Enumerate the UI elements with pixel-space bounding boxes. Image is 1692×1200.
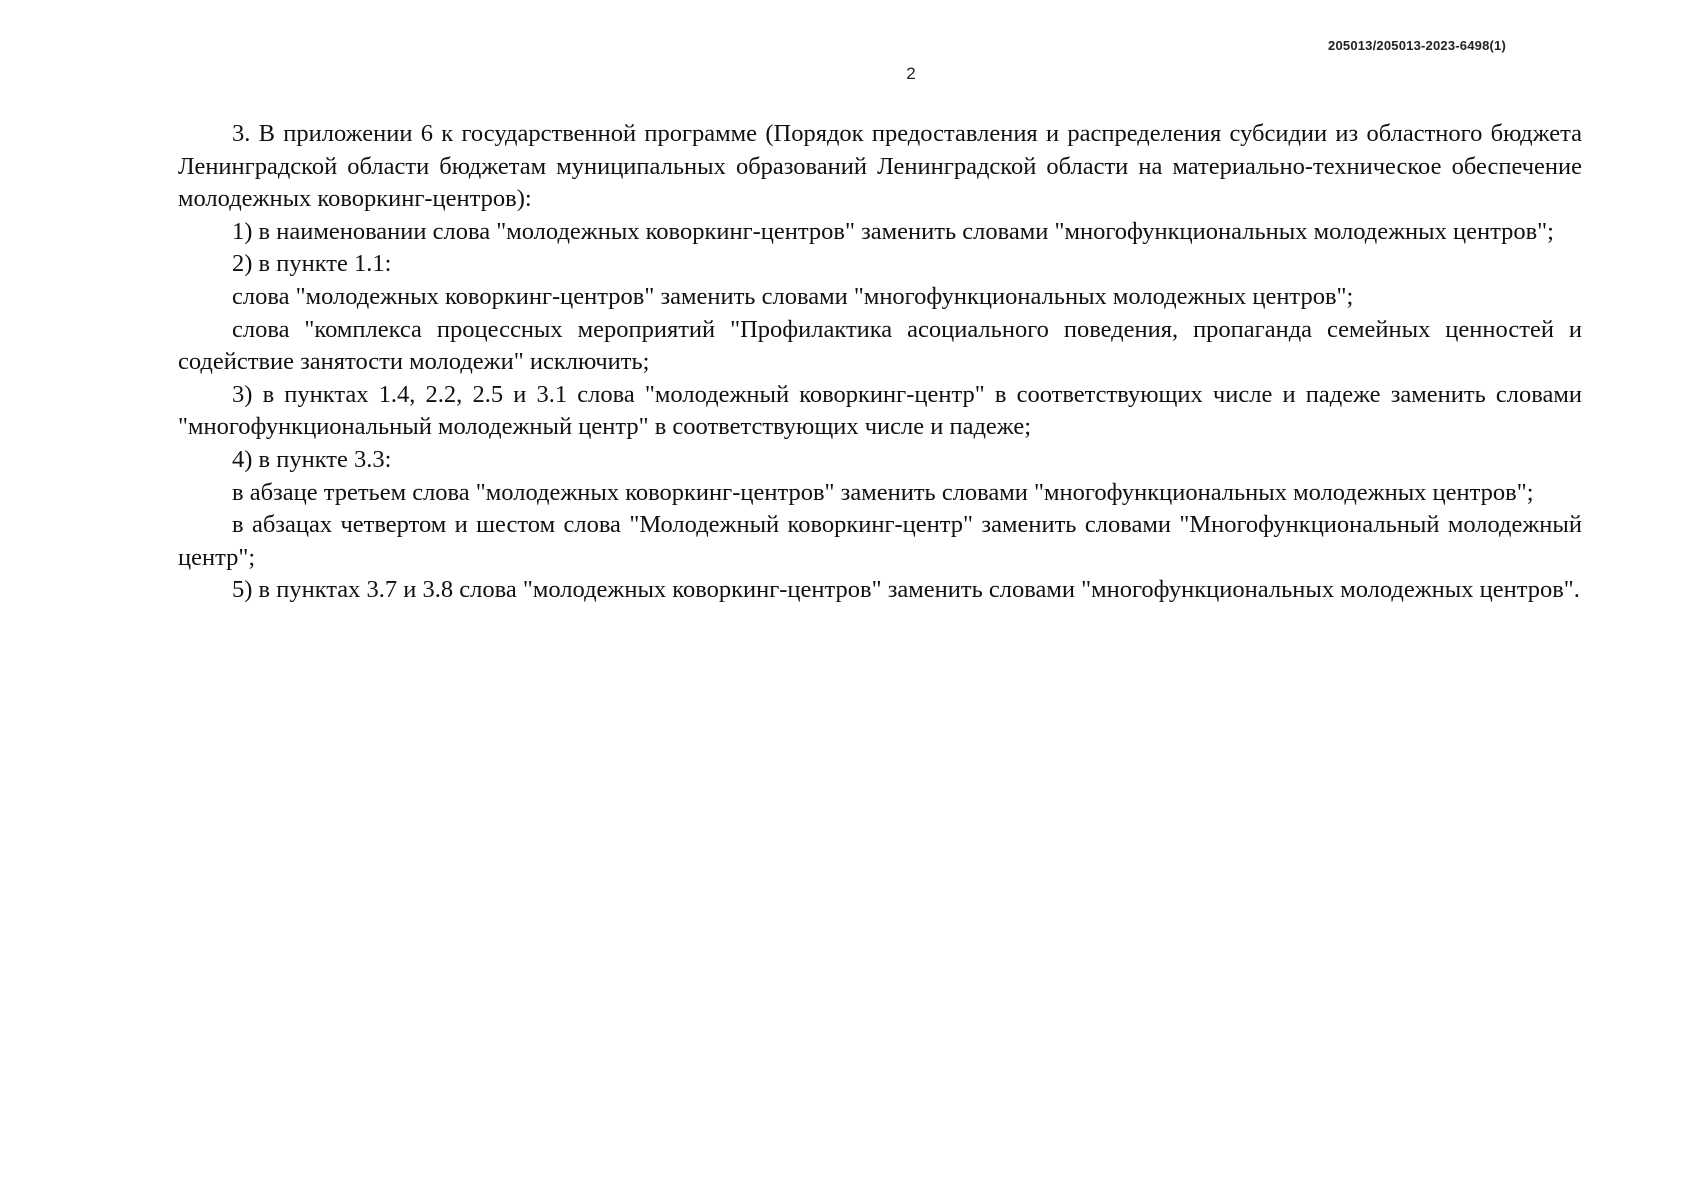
- paragraph-subitem-2-clause-a: слова "молодежных коворкинг-центров" заменить словами "многофункциональных молодежных центров";: [232, 282, 1354, 310]
- paragraph-subitem-1: 1) в наименовании слова "молодежных коворкинг-центров" заменить словами "многофункциональных молодежных центров";: [232, 217, 1554, 245]
- page-number: 2: [906, 64, 916, 83]
- document-id: 205013/205013-2023-6498(1): [1328, 38, 1506, 53]
- paragraph-subitem-4: 4) в пункте 3.3:: [232, 445, 392, 473]
- paragraph-subitem-4-clause-b: в абзацах четвертом и шестом слова "Молодежный коворкинг-центр" заменить словами "Многофункциональный молодежный центр";: [178, 511, 1582, 571]
- paragraph-subitem-5: 5) в пунктах 3.7 и 3.8 слова "молодежных коворкинг-центров" заменить словами "многофункциональных молодежных центров".: [232, 576, 1580, 604]
- paragraph-subitem-2: 2) в пункте 1.1:: [232, 250, 392, 278]
- paragraph-subitem-3: 3) в пунктах 1.4, 2.2, 2.5 и 3.1 слова "молодежный коворкинг-центр" в соответствующих числе и падеже заменить словами "многофункциональный молодежный центр" в соответствующих числе и падеже;: [178, 380, 1582, 441]
- paragraph-item-3: 3. В приложении 6 к государственной программе (Порядок предоставления и распределения субсидии из областного бюджета Ленинградской области бюджетам муниципальных образований Ленинградской области на материально-техническое обеспечение молодежных коворкинг-центров):: [178, 120, 1582, 213]
- paragraph-subitem-2-clause-b: слова "комплекса процессных мероприятий "Профилактика асоциального поведения, пропаганда семейных ценностей и содействие занятости молодежи" исключить;: [178, 315, 1582, 376]
- document-body: [178, 118, 1582, 607]
- paragraph-subitem-4-clause-a: в абзаце третьем слова "молодежных коворкинг-центров" заменить словами "многофункциональных молодежных центров";: [232, 478, 1534, 506]
